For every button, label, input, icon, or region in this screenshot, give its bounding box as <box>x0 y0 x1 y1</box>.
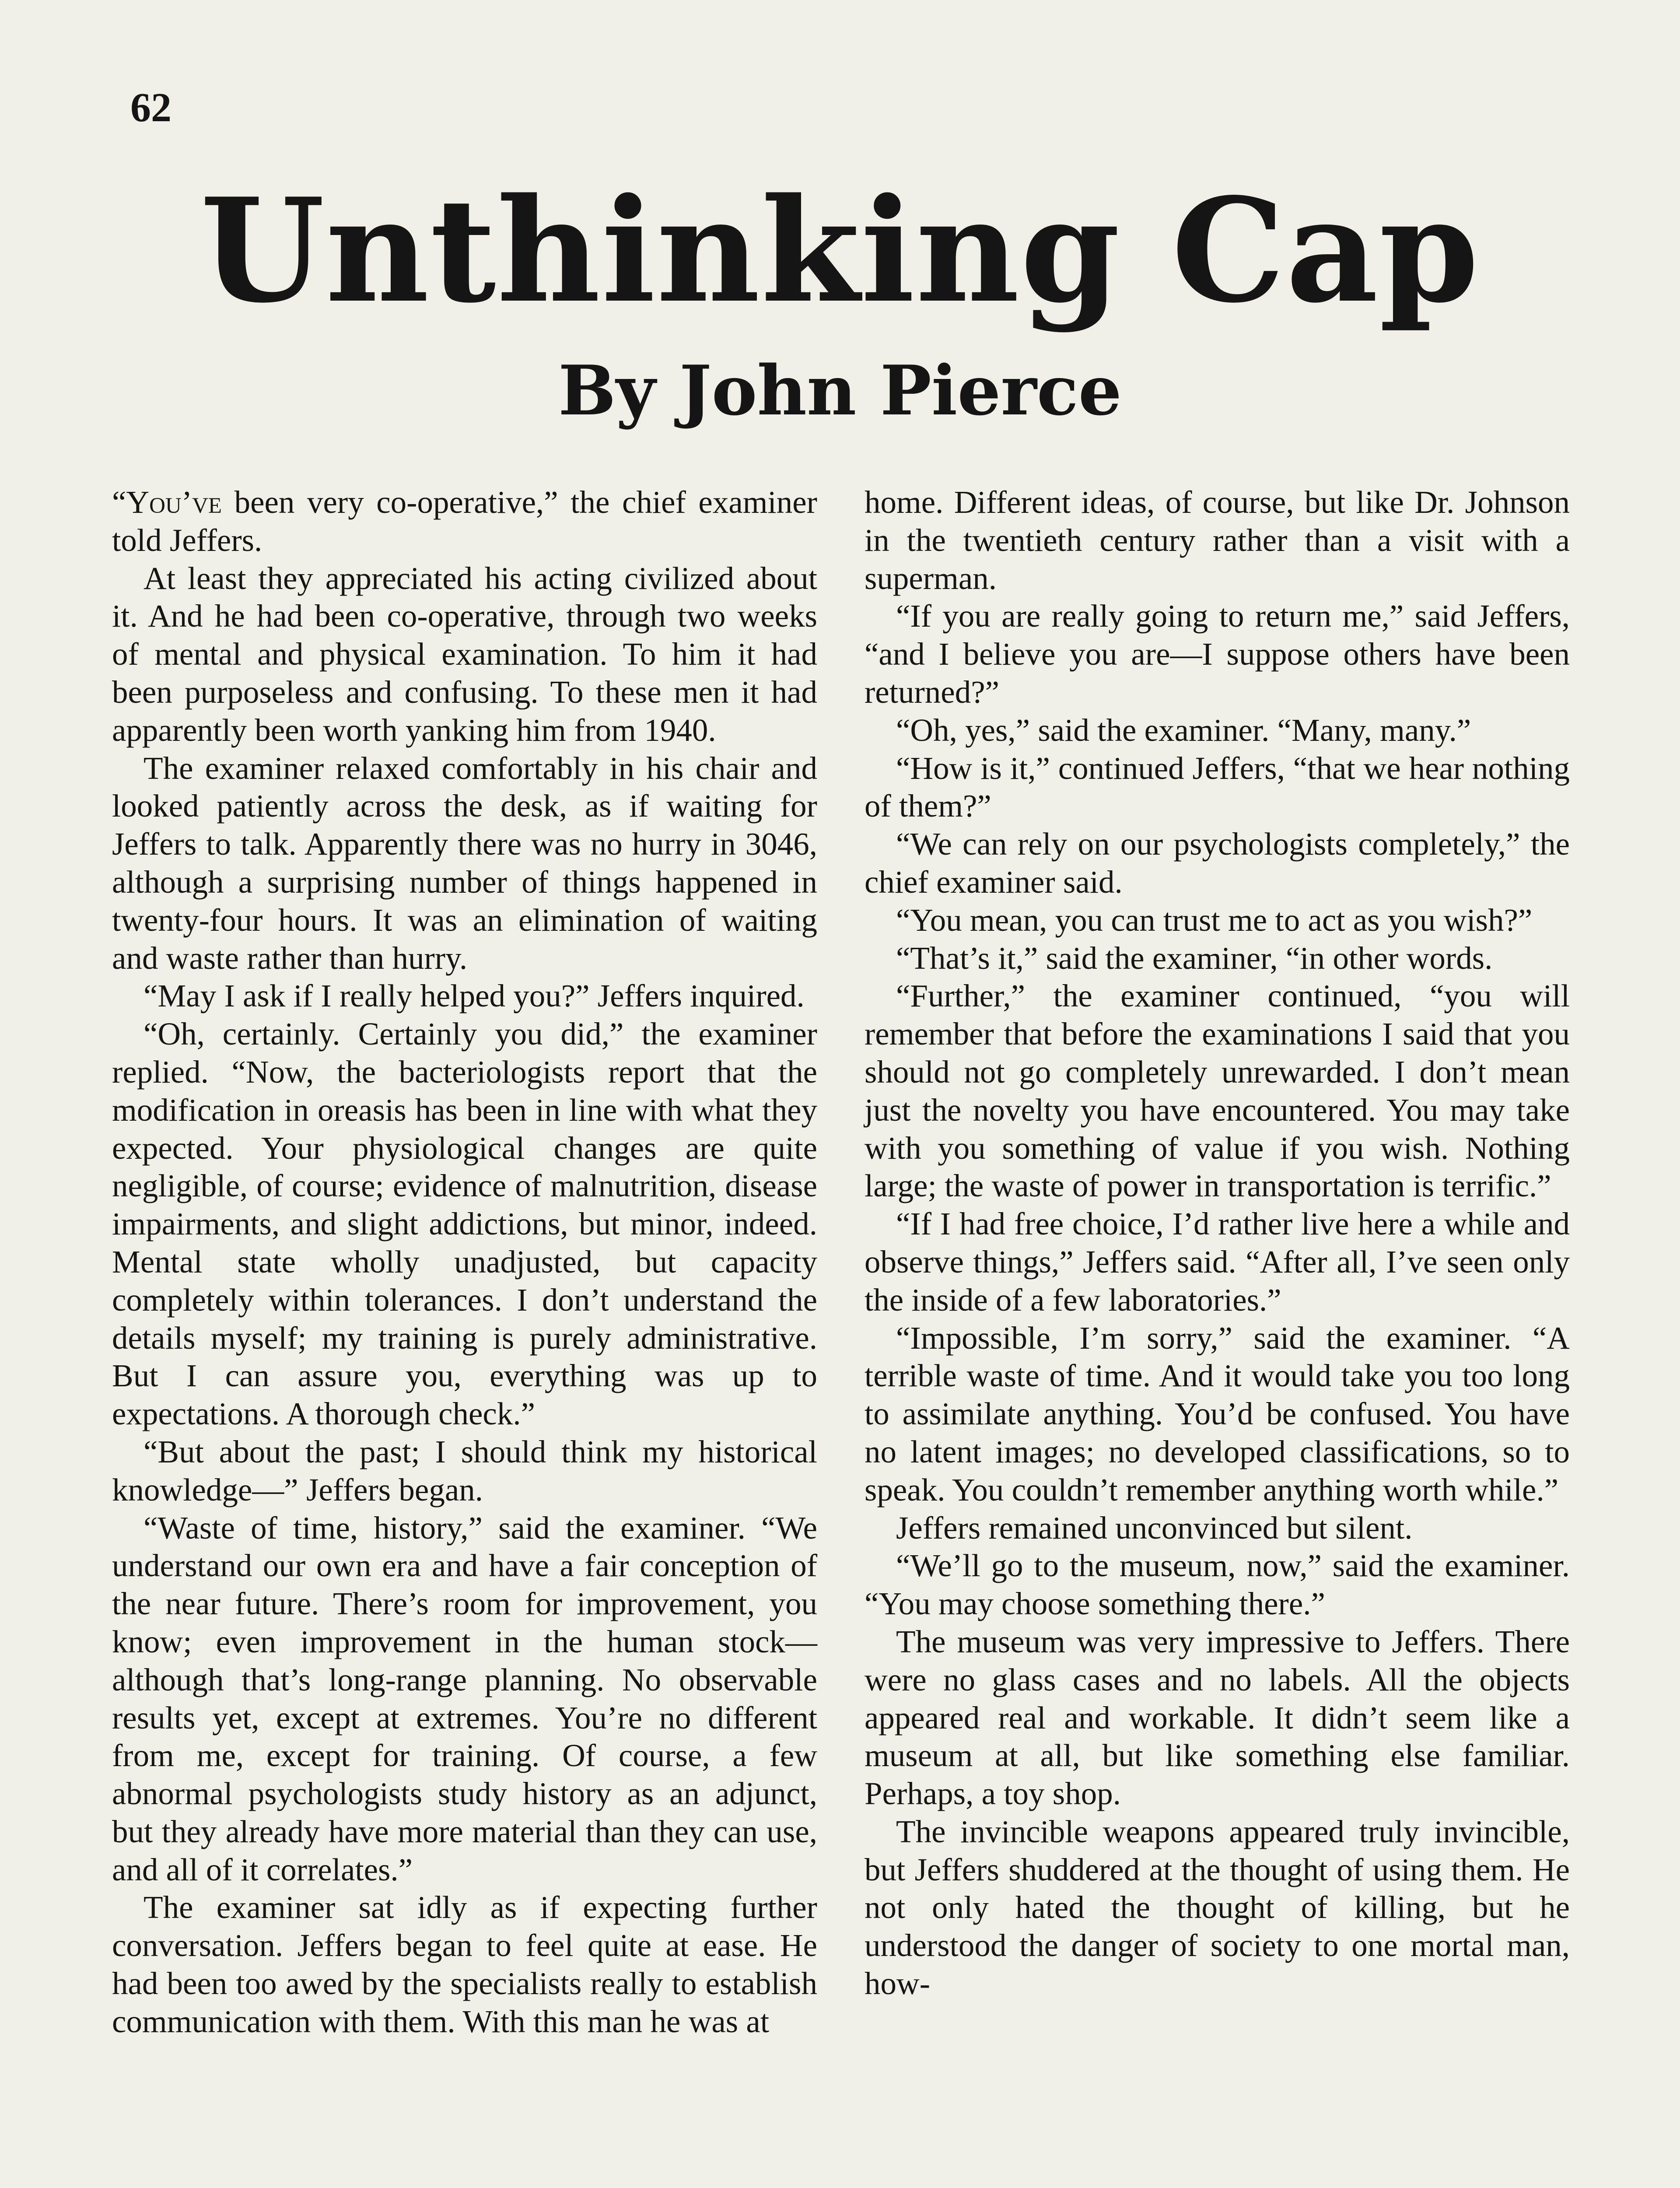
right-column <box>864 484 1570 2003</box>
paragraph: “How is it,” continued Jeffers, “that we hear nothing of them?” <box>864 750 1570 824</box>
left-column <box>112 484 817 2041</box>
paragraph: “We can rely on our psychologists completely,” the chief examiner said. <box>864 826 1570 900</box>
paragraph: Jeffers remained unconvinced but silent. <box>896 1510 1413 1546</box>
story-title: Unthinking Cap <box>200 167 1480 334</box>
paragraph: “Oh, yes,” said the examiner. “Many, many.” <box>896 712 1471 748</box>
paragraph-text: been very co-operative,” the chief examiner told Jeffers. <box>112 484 817 558</box>
paragraph: “We’ll go to the museum, now,” said the examiner. “You may choose something there.” <box>864 1548 1570 1622</box>
page-number: 62 <box>130 85 172 130</box>
paragraph: home. Different ideas, of course, but like Dr. Johnson in the twentieth century rather than a visit with a superman. <box>864 484 1570 596</box>
paragraph: “Further,” the examiner continued, “you will remember that before the examinations I said that you should not go completely unrewarded. I don’t mean just the novelty you have encountered. You may take with you something of value if you wish. Nothing large; the waste of power in transportation is terrific.” <box>864 978 1570 1204</box>
paragraph: “Waste of time, history,” said the examiner. “We understand our own era and have a fair conception of the near future. There’s room for improvement, you know; even improvement in the human stock—although that’s long-range planning. No observable results yet, except at extremes. You’re no different from me, except for training. Of course, a few abnormal psychologists study history as an adjunct, but they already have more material than they can use, and all of it correlates.” <box>112 1510 817 1887</box>
paragraph: “Impossible, I’m sorry,” said the examiner. “A terrible waste of time. And it would take you too long to assimilate anything. You’d be confused. You have no latent images; no developed classifications, so to speak. You couldn’t remember anything worth while.” <box>864 1320 1570 1508</box>
paragraph: “If I had free choice, I’d rather live here a while and observe things,” Jeffers said. “After all, I’ve seen only the inside of a few laboratories.” <box>864 1206 1570 1318</box>
paragraph: “That’s it,” said the examiner, “in other words. <box>896 940 1493 976</box>
opening-word: “You’ve <box>112 484 222 520</box>
paragraph: “But about the past; I should think my historical knowledge—” Jeffers began. <box>112 1434 817 1508</box>
paragraph <box>112 484 817 560</box>
paragraph: The museum was very impressive to Jeffers. There were no glass cases and no labels. All the objects appeared real and workable. It didn’t seem like a museum at all, but like something else familiar. Perhaps, a toy shop. <box>864 1623 1570 1812</box>
paragraph: The examiner sat idly as if expecting further conversation. Jeffers began to feel quite at ease. He had been too awed by the specialists really to establish communication with them. With this man he was at <box>112 1890 817 2039</box>
paragraph: The invincible weapons appeared truly invincible, but Jeffers shuddered at the thought of using them. He not only hated the thought of killing, but he understood the danger of society to one mortal man, how- <box>864 1813 1570 2002</box>
paragraph: “If you are really going to return me,” said Jeffers, “and I believe you are—I suppose others have been returned?” <box>864 598 1570 710</box>
paragraph: At least they appreciated his acting civilized about it. And he had been co-operative, through two weeks of mental and physical examination. To him it had been purposeless and confusing. To these men it had apparently been worth yanking him from 1940. <box>112 560 817 748</box>
paragraph: “May I ask if I really helped you?” Jeffers inquired. <box>144 978 805 1014</box>
paragraph: “Oh, certainly. Certainly you did,” the examiner replied. “Now, the bacteriologists report that the modification in oreasis has been in line with what they expected. Your physiological changes are quite negligible, of course; evidence of malnutrition, disease impairments, and slight addictions, but minor, indeed. Mental state wholly unadjusted, but capacity completely within tolerances. I don’t understand the details myself; my training is purely administrative. But I can assure you, everything was up to expectations. A thorough check.” <box>112 1016 817 1432</box>
paragraph: “You mean, you can trust me to act as you wish?” <box>896 902 1533 938</box>
byline: By John Pierce <box>558 351 1122 431</box>
paragraph: The examiner relaxed comfortably in his chair and looked patiently across the desk, as if waiting for Jeffers to talk. Apparently there was no hurry in 3046, although a surprising number of things happened in twenty-four hours. It was an elimination of waiting and waste rather than hurry. <box>112 750 817 976</box>
